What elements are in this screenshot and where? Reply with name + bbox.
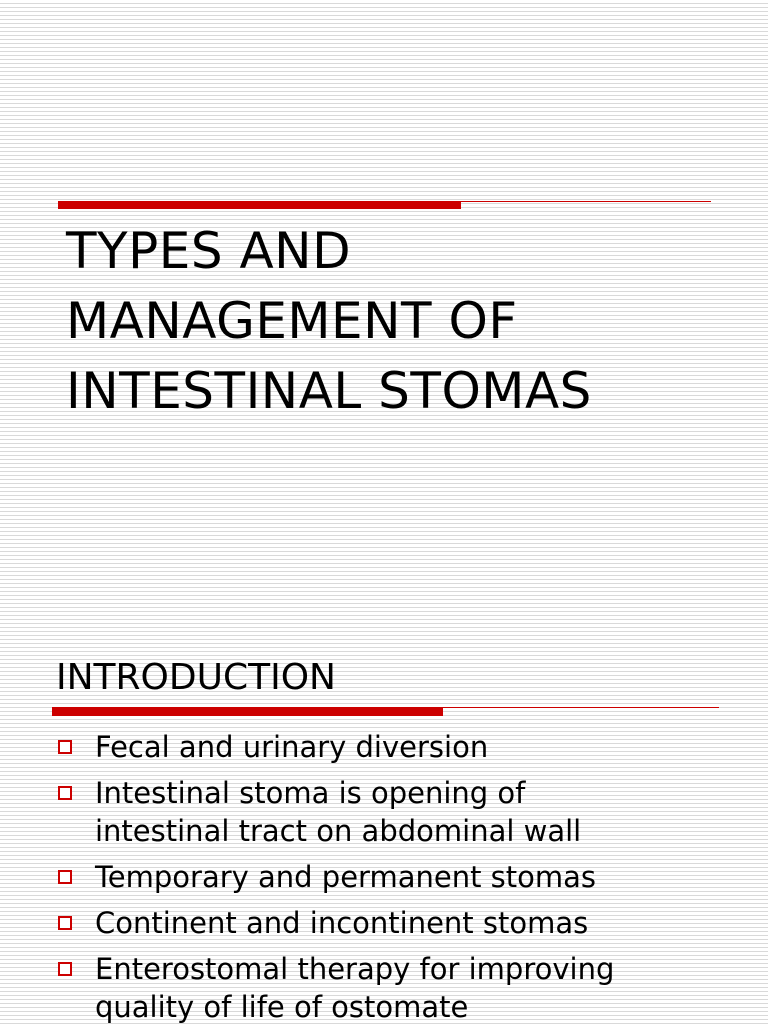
hollow-square-bullet-icon [58, 916, 72, 930]
title-line-2: MANAGEMENT OF [66, 292, 518, 350]
heading-accent-rule-thick [52, 707, 443, 716]
title-line-3: INTESTINAL STOMAS [66, 362, 592, 420]
presentation-title [66, 216, 592, 426]
hollow-square-bullet-icon [58, 870, 72, 884]
bullet-text [95, 904, 756, 942]
bullet-text [95, 950, 756, 1024]
bullet-line: intestinal tract on abdominal wall [95, 814, 582, 848]
title-line-1: TYPES AND [66, 222, 352, 280]
hollow-square-bullet-icon [58, 786, 72, 800]
title-accent-rule-thin [461, 201, 711, 202]
introduction-slide [0, 640, 768, 1024]
bullet-text [95, 728, 756, 766]
list-item [56, 858, 756, 896]
bullet-list [56, 728, 756, 1024]
bullet-text [95, 858, 756, 896]
bullet-line: Enterostomal therapy for improving [95, 952, 615, 986]
list-item [56, 728, 756, 766]
section-heading: INTRODUCTION [56, 657, 336, 698]
bullet-line: Fecal and urinary diversion [95, 730, 489, 764]
hollow-square-bullet-icon [58, 962, 72, 976]
hollow-square-bullet-icon [58, 740, 72, 754]
heading-accent-rule-thin [443, 707, 719, 708]
title-accent-rule-thick [58, 201, 461, 209]
bullet-line: Continent and incontinent stomas [95, 906, 589, 940]
list-item [56, 950, 756, 1024]
bullet-line: Temporary and permanent stomas [95, 860, 597, 894]
list-item [56, 904, 756, 942]
bullet-line: quality of life of ostomate [95, 990, 469, 1024]
bullet-text [95, 774, 756, 850]
bullet-line: Intestinal stoma is opening of [95, 776, 526, 810]
list-item [56, 774, 756, 850]
